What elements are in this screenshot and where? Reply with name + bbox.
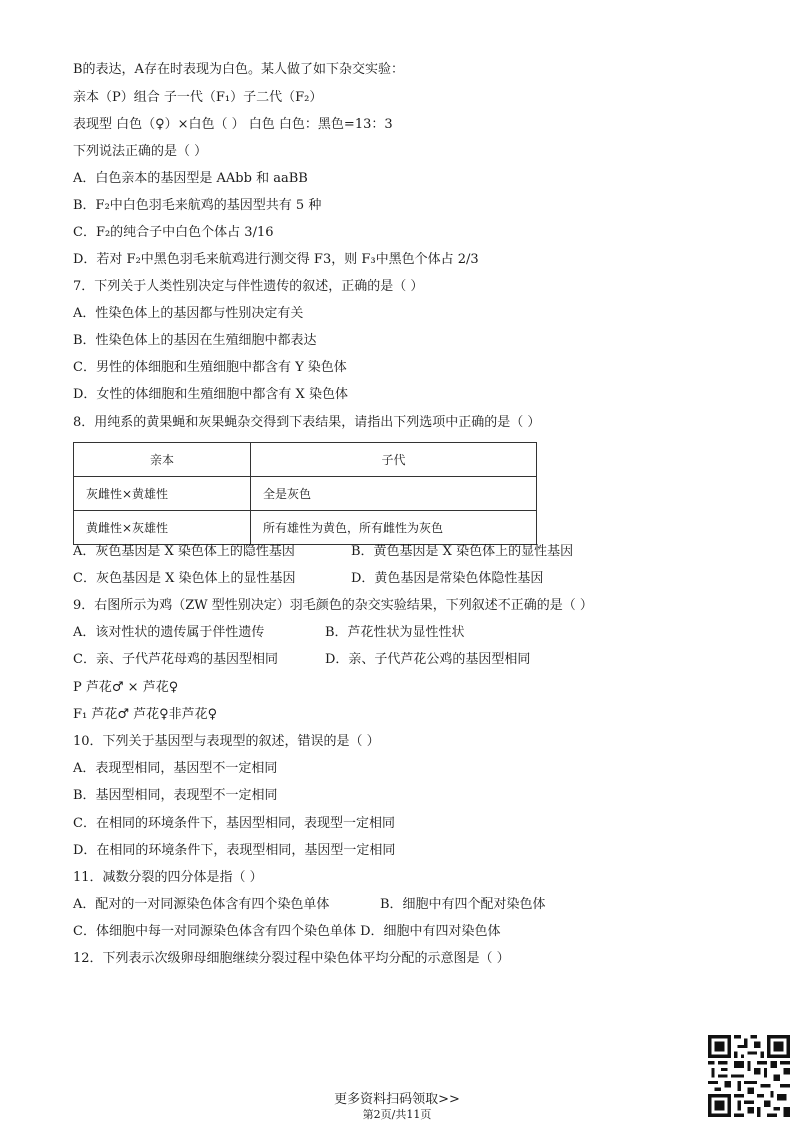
text-line: D．在相同的环境条件下，表现型相同，基因型一定相同 [73, 843, 396, 858]
text-line: 7．下列关于人类性别决定与伴性遗传的叙述，正确的是（ ） [73, 279, 424, 294]
text-line: C．男性的体细胞和生殖细胞中都含有 Y 染色体 [73, 360, 347, 375]
text-line: A．该对性状的遗传属于伴性遗传 [73, 625, 265, 640]
text-line: F₁ 芦花♂ 芦花♀非芦花♀ [73, 707, 218, 722]
table-header-offspring: 子代 [251, 443, 537, 477]
text-option: B．黄色基因是 X 染色体上的显性基因 [351, 544, 574, 559]
table-header-parent: 亲本 [74, 443, 251, 477]
table-cell: 黄雌性×灰雄性 [74, 511, 251, 545]
text-line: 9．右图所示为鸡（ZW 型性别决定）羽毛颜色的杂交实验结果，下列叙述不正确的是（ ） [73, 598, 593, 613]
text-line: D．若对 F₂中黑色羽毛来航鸡进行测交得 F3，则 F₃中黑色个体占 2/3 [73, 252, 479, 267]
text-line: 12．下列表示次级卵母细胞继续分裂过程中染色体平均分配的示意图是（ ） [73, 951, 510, 966]
text-line: C．灰色基因是 X 染色体上的显性基因 [73, 571, 296, 586]
text-line: P 芦花♂ × 芦花♀ [73, 680, 179, 695]
text-option: B．细胞中有四个配对染色体 [380, 897, 546, 912]
table-row [74, 477, 537, 511]
cross-result-table [73, 442, 537, 545]
text-line: A．配对的一对同源染色体含有四个染色单体 [73, 897, 330, 912]
page-number: 第2页/共11页 [362, 1108, 432, 1121]
text-line: 11．减数分裂的四分体是指（ ） [73, 870, 263, 885]
text-line: C．F₂的纯合子中白色个体占 3/16 [73, 225, 274, 240]
text-line: A．白色亲本的基因型是 AAbb 和 aaBB [73, 171, 308, 186]
text-line: 表现型 白色（♀）×白色（ ） 白色 白色：黑色=13：3 [73, 117, 393, 132]
text-line: A．灰色基因是 X 染色体上的隐性基因 [73, 544, 295, 559]
text-line: B．性染色体上的基因在生殖细胞中都表达 [73, 333, 317, 348]
text-line: C．亲、子代芦花母鸡的基因型相同 [73, 652, 278, 667]
text-line: A．表现型相同，基因型不一定相同 [73, 761, 278, 776]
text-line: B．F₂中白色羽毛来航鸡的基因型共有 5 种 [73, 198, 322, 213]
text-line: 下列说法正确的是（ ） [73, 144, 208, 159]
table-cell: 灰雌性×黄雄性 [74, 477, 251, 511]
text-option: D．亲、子代芦花公鸡的基因型相同 [325, 652, 531, 667]
table-cell: 全是灰色 [251, 477, 537, 511]
text-line: D．女性的体细胞和生殖细胞中都含有 X 染色体 [73, 387, 348, 402]
promo-text[interactable]: 更多资料扫码领取>> [334, 1092, 460, 1107]
text-line: B的表达，A存在时表现为白色。某人做了如下杂交实验： [73, 62, 404, 77]
text-option: D．黄色基因是常染色体隐性基因 [351, 571, 544, 586]
text-line: B．基因型相同，表现型不一定相同 [73, 788, 278, 803]
table-cell: 所有雄性为黄色，所有雌性为灰色 [251, 511, 537, 545]
text-line: A．性染色体上的基因都与性别决定有关 [73, 306, 304, 321]
table-row [74, 511, 537, 545]
text-option: B．芦花性状为显性性状 [325, 625, 465, 640]
text-line: 8．用纯系的黄果蝇和灰果蝇杂交得到下表结果，请指出下列选项中正确的是（ ） [73, 415, 541, 430]
text-line: C．在相同的环境条件下，基因型相同，表现型一定相同 [73, 816, 395, 831]
text-line: 10．下列关于基因型与表现型的叙述，错误的是（ ） [73, 734, 380, 749]
text-line: C．体细胞中每一对同源染色体含有四个染色单体 D．细胞中有四对染色体 [73, 924, 501, 939]
text-line: 亲本（P）组合 子一代（F₁）子二代（F₂） [73, 90, 323, 105]
